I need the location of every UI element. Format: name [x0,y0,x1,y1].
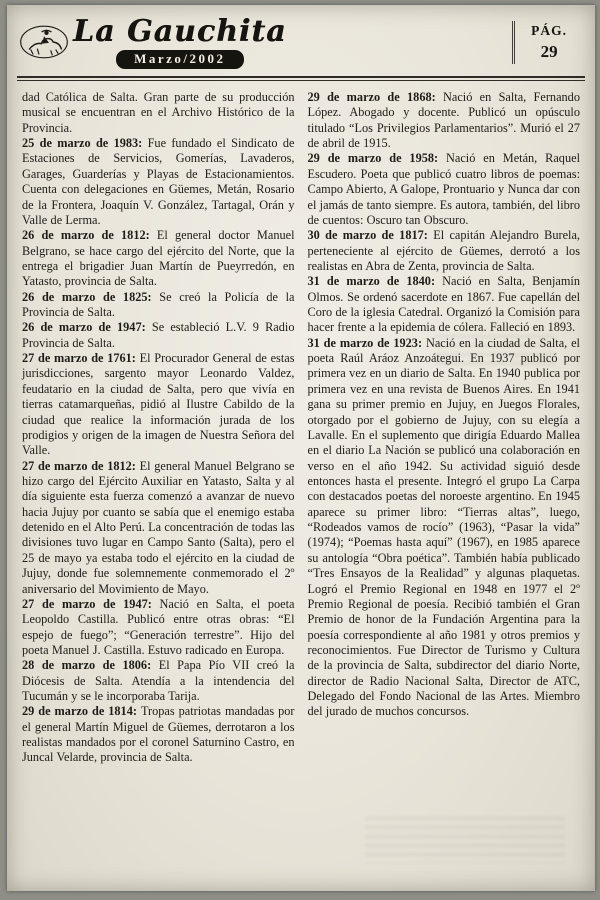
entry: 27 de marzo de 1812: El general Manuel Belgrano se hizo cargo del Ejército Auxiliar en Yatasto, Salta y al día siguiente esta fuerza comenzó a avanzar de nuevo hacia Jujuy por cuanto se sabía que el enemigo estaba detenido en el Alto Perú. La concentración de todas las divisiones tuvo lugar en Campo Santo (Salta), pero el 25 de mayo ya estaba todo el ejército en la ciudad de Jujuy, donde fue solemnemente conmemorado el 2º aniversario del Movimiento de Mayo. [22,458,295,596]
entry-date: 29 de marzo de 1814: [22,704,141,719]
entry-date: 30 de marzo de 1817: [307,228,434,243]
gaucho-rider-icon [19,24,69,65]
entry-date: 31 de marzo de 1840: [307,274,443,289]
masthead [19,14,287,69]
entry: 26 de marzo de 1825: Se creó la Policía de la Provincia de Salta. [22,289,295,320]
scanned-page [7,5,595,891]
header [7,5,595,69]
entry-date: 25 de marzo de 1983: [22,136,148,151]
entry: 29 de marzo de 1868: Nació en Salta, Fernando López. Abogado y docente. Publicó un opúsculo titulado “Los Privilegios Parlamentarios”. Murió el 27 de abril de 1915. [307,90,580,151]
entry: 27 de marzo de 1761: El Procurador General de estas jurisdicciones, sargento mayor Leonardo Valdez, feudatario en la ciudad de Salta, pero que vivía en tierras catamarqueñas, pidió al Ilustre Cabildo de la ciudad que realice la información jurada de los prodigios y origen de la imagen de Nuestra Señora del Valle. [22,351,295,458]
entry-date: 28 de marzo de 1806: [22,658,159,673]
entry: 31 de marzo de 1923: Nació en la ciudad de Salta, el poeta Raúl Aráoz Anzoátegui. En 1937 publicó por primera vez en un diario de Salta. En 1940 publica por primera vez en una revista de Buenos Aires. En 1941 gana su primer premio en Jujuy, en Juegos Florales, otorgado por el gobierno de Jujuy, con su elegía a Lavalle. En el suplemento que dirigía Eduardo Mallea en el diario La Nación se publicó una colaboración en verso en el año 1942. Su actividad siguió desde entonces hasta el presente. Integró el grupo La Carpa con destacados poetas del noroeste argentino. En 1945 aparece su primer libro: “Tierras altas”, luego, “Rodeados vamos de rocío” (1963), “Pasar la vida” (1974); “Poemas hasta aquí” (1967), en 1985 aparece su antología “Obra poética”. También había publicado “Tres Ensayos de la Realidad” y algunas plaquetas. Logró el Premio Regional en 1948 en 1977 el 2º Premio Regional de poesía. Recibió también el Gran Premio de honor de la Fundación Argentina para la poesía correspondiente al año 1981 y otros premios y reconocimientos. Fue Director de Turismo y Cultura de la provincia de Salta, subdirector del diario Norte, director de Radio Nacional Salta, Director de ATC, Delegado del Fondo Nacional de las Artes. Miembro del jurado de muchos concursos. [307,335,580,719]
entry: dad Católica de Salta. Gran parte de su producción musical se encuentran en el Archivo Histórico de la Provincia. [22,90,295,135]
entry: 26 de marzo de 1947: Se estableció L.V. 9 Radio Provincia de Salta. [22,320,295,350]
entry-date: 26 de marzo de 1947: [22,320,152,335]
article-body [7,90,595,766]
page-number-block [512,21,581,64]
entry: 29 de marzo de 1814: Tropas patriotas mandadas por el general Martín Miguel de Güemes, derrotaron a los realistas mandados por el coronel Saturnino Castro, en Juncal Velarde, provincia de Salta. [22,704,295,765]
header-divider [17,76,585,81]
entry: 25 de marzo de 1983: Fue fundado el Sindicato de Estaciones de Servicios, Gomerías, Lavaderos, Garages, Guarderías y Playas de Estacionamientos. Cuenta con delegaciones en Güemes, Metán, Rosario de la Frontera, Joaquín V. González, Tartagal, Orán y Valle de Lerma. [22,136,295,227]
entry: 26 de marzo de 1812: El general doctor Manuel Belgrano, se hace cargo del ejército del Norte, que la entrega el brigadier Juan Martín de Pueyrredón, en Yatasto, provincia de Salta. [22,228,295,289]
entry-date: 27 de marzo de 1812: [22,458,140,473]
entry-date: 26 de marzo de 1825: [22,289,160,304]
entry-date: 26 de marzo de 1812: [22,228,157,243]
publication-title: La Gauchita [73,14,287,49]
entry: 29 de marzo de 1958: Nació en Metán, Raquel Escudero. Poeta que publicó cuatro libros de poemas: Campo Abierto, A Galope, Prontuario y Nunca dar con el jamás de tanto siempre. Es autora, también, del libro de cuentos: Oscuro tan Obscuro. [307,151,580,227]
right-column [308,90,581,766]
entry-date: 29 de marzo de 1958: [307,151,447,166]
entry-date: 31 de marzo de 1923: [307,335,426,350]
entry: 27 de marzo de 1947: Nació en Salta, el poeta Leopoldo Castilla. Publicó entre otras obras: “El espejo de fuego”; “Generación terrestre”. Hijo del poeta Manuel J. Castilla. Estuvo radicado en Europa. [22,596,295,657]
entry: 30 de marzo de 1817: El capitán Alejandro Burela, perteneciente al ejército de Güemes, derrotó a los realistas en Abra de Zenta, provincia de Salta. [307,228,580,273]
bleed-through-artifact [365,817,565,863]
entry: 31 de marzo de 1840: Nació en Salta, Benjamín Olmos. Se ordenó sacerdote en 1867. Fue capellán del Coro de la iglesia Catedral. Organizó la Comisión para hacer frente a la epidemia de cólera. Falleció en 1893. [307,274,580,335]
entry-date: 29 de marzo de 1868: [307,90,444,104]
page-label: PÁG. [531,23,567,38]
page-number: 29 [540,42,558,61]
entry: 28 de marzo de 1806: El Papa Pío VII creó la Diócesis de Salta. Atendía a la intendencia del Tucumán y se le incorporaba Tarija. [22,658,295,704]
left-column [22,90,295,766]
issue-date-badge: Marzo/2002 [116,50,243,69]
entry-date: 27 de marzo de 1947: [22,596,160,611]
title-block [73,14,287,69]
entry-date: 27 de marzo de 1761: [22,351,140,366]
